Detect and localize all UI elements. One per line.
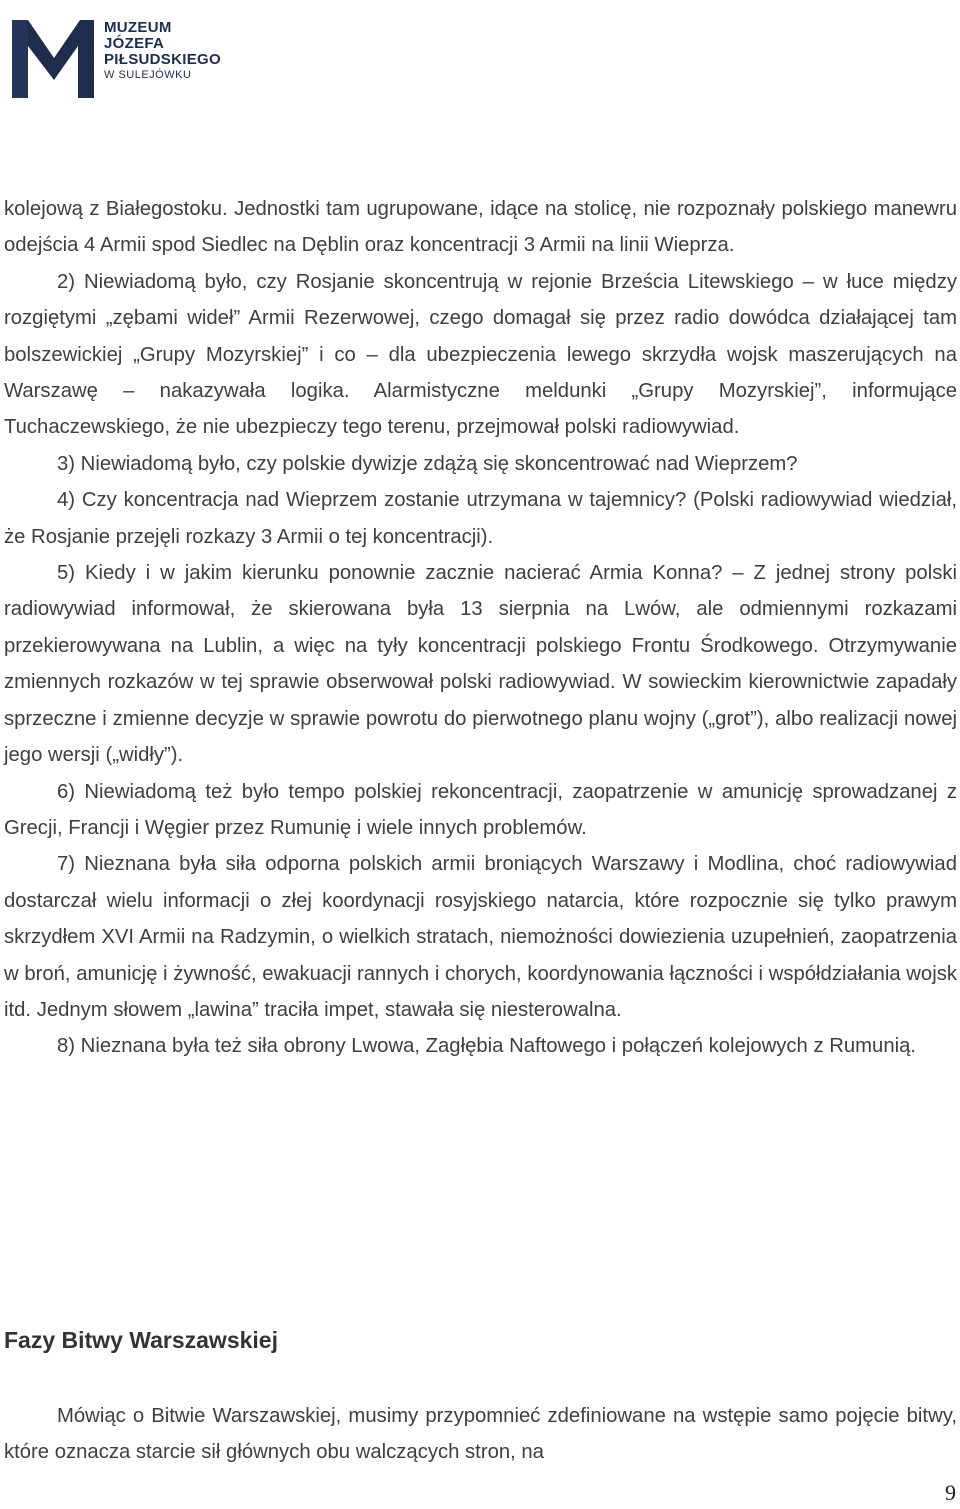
museum-logo — [8, 6, 238, 106]
museum-logo-mark-icon — [8, 6, 98, 102]
page-number: 9 — [945, 1480, 956, 1505]
document-body — [4, 191, 957, 1464]
logo-line-2: JÓZEFA — [104, 35, 165, 52]
paragraph-4: 4) Czy koncentracja nad Wieprzem zostanie utrzymana w tajemnicy? (Polski radiowywiad wiedział, że Rosjanie przejęli rozkazy 3 Armii o tej koncentracji). — [4, 489, 957, 548]
paragraph-1: kolejową z Białegostoku. Jednostki tam ugrupowane, idące na stolicę, nie rozpoznały polskiego manewru odejścia 4 Armii spod Siedlec na Dęblin oraz koncentracji 3 Armii na linii Wieprza. — [4, 198, 957, 257]
logo-line-3: PIŁSUDSKIEGO — [104, 51, 221, 68]
logo-line-4: W SULEJÓWKU — [104, 69, 192, 81]
section-heading: Fazy Bitwy Warszawskiej — [4, 1327, 278, 1353]
museum-logo-text — [104, 20, 221, 82]
paragraph-3: 3) Niewiadomą było, czy polskie dywizje zdążą się skoncentrować nad Wieprzem? — [57, 452, 798, 475]
paragraph-5: 5) Kiedy i w jakim kierunku ponownie zacznie nacierać Armia Konna? – Z jednej strony polski radiowywiad informował, że skierowana była 13 sierpnia na Lwów, ale odmiennymi rozkazami przekierowywana na Lublin, a więc na tyły koncentracji polskiego Frontu Środkowego. Otrzymywanie zmiennych rozkazów w tej sprawie obserwował polski radiowywiad. W sowieckim kierownictwie zapadały sprzeczne i zmienne decyzje w sprawie powrotu do pierwotnego planu wojny („grot”), albo realizacji nowej jego wersji („widły”). — [4, 562, 957, 767]
logo-line-1: MUZEUM — [104, 19, 172, 36]
paragraph-7: 7) Nieznana była siła odporna polskich armii broniących Warszawy i Modlina, choć radiowywiad dostarczał wielu informacji o złej koordynacji rosyjskiego natarcia, które rozpocznie się tylko prawym skrzydłem XVI Armii na Radzymin, o wielkich stratach, niemożności dowiezienia uzupełnień, zaopatrzenia w broń, amunicję i żywność, ewakuacji rannych i chorych, koordynowania łączności i współdziałania wojsk itd. Jednym słowem „lawina” traciła impet, stawała się niesterowalna. — [4, 853, 957, 1021]
paragraph-after-heading: Mówiąc o Bitwie Warszawskiej, musimy przypomnieć zdefiniowane na wstępie samo pojęcie bitwy, które oznacza starcie sił głównych obu walczących stron, na — [4, 1405, 957, 1464]
paragraph-8: 8) Nieznana była też siła obrony Lwowa, Zagłębia Naftowego i połączeń kolejowych z Rumunią. — [57, 1035, 917, 1058]
paragraph-6: 6) Niewiadomą też było tempo polskiej rekoncentracji, zaopatrzenie w amunicję sprowadzanej z Grecji, Francji i Węgier przez Rumunię i wiele innych problemów. — [4, 780, 957, 839]
paragraph-2: 2) Niewiadomą było, czy Rosjanie skoncentrują w rejonie Brześcia Litewskiego – w łuce między rozgiętymi „zębami wideł” Armii Rezerwowej, czego domagał się przez radio dowódca działającej tam bolszewickiej „Grupy Mozyrskiej” i co – dla ubezpieczenia lewego skrzydła wojsk maszerujących na Warszawę – nakazywała logika. Alarmistyczne meldunki „Grupy Mozyrskiej”, informujące Tuchaczewskiego, że nie ubezpieczy tego terenu, przejmował polski radiowywiad. — [4, 270, 957, 439]
